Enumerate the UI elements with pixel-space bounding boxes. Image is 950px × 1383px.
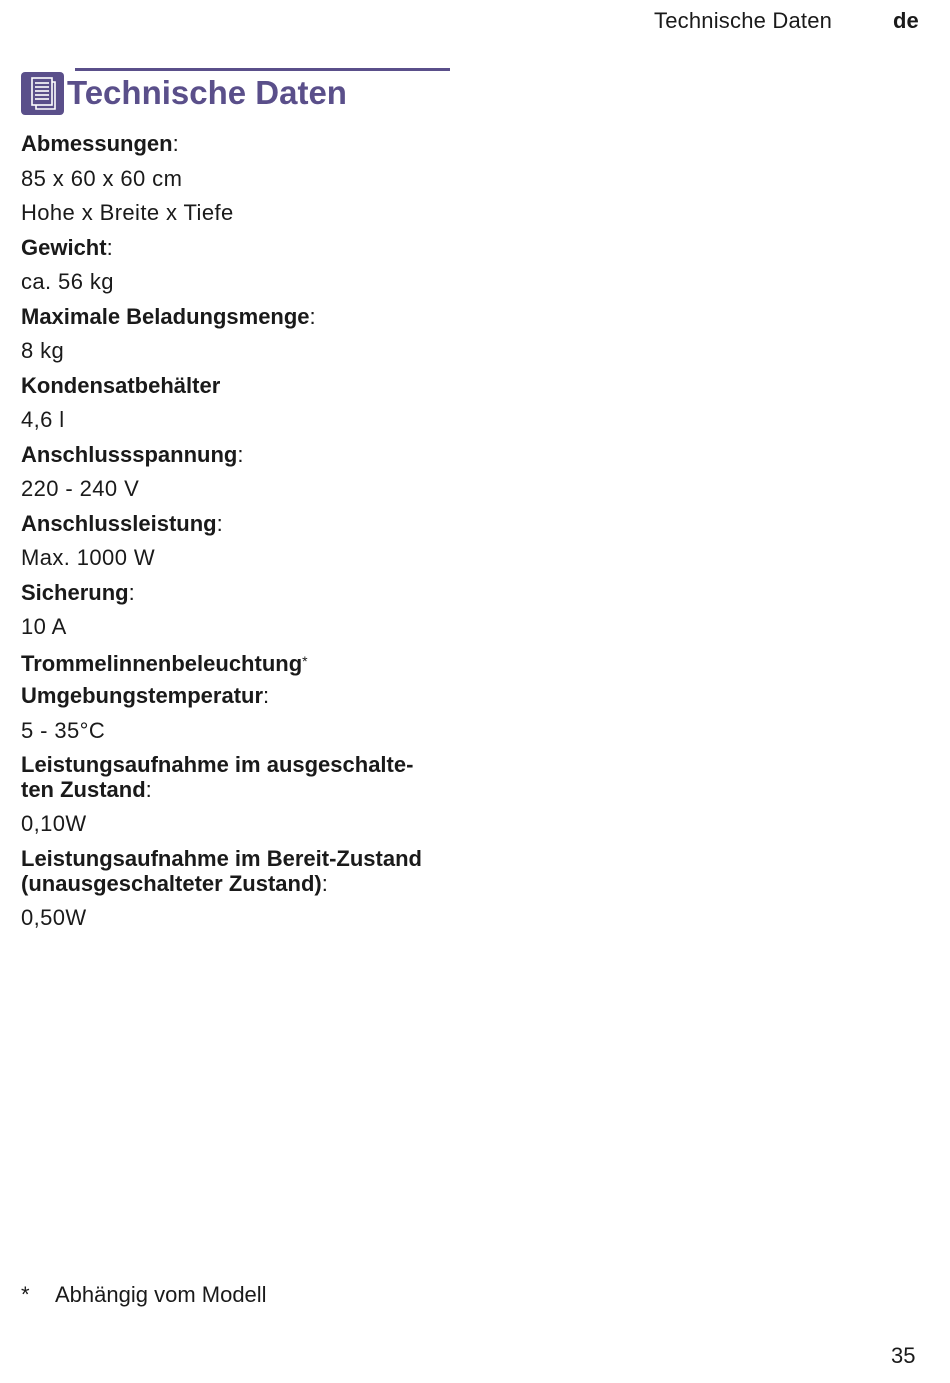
spec-label-gewicht: Gewicht: [21, 234, 113, 260]
spec-label-bereit: Leistungsaufnahme im Bereit-Zustand (unausgeschalteter Zustand): [21, 845, 422, 896]
running-header-title: Technische Daten [654, 8, 833, 33]
spec-label-beladung: Maximale Beladungsmenge: [21, 303, 316, 329]
spec-value-temperatur: 5 - 35°C [21, 717, 106, 743]
footnote-marker: * [302, 652, 308, 669]
title-rule [75, 68, 450, 71]
spec-label-beleuchtung: Trommelinnenbeleuchtung* [21, 650, 308, 676]
spec-value-aus: 0,10W [21, 811, 87, 836]
spec-value-beladung: 8 kg [21, 338, 65, 363]
spec-label-abmessungen: Abmessungen: [21, 131, 179, 156]
spec-value-leistung: Max. 1000 W [21, 545, 156, 570]
spec-label-temperatur: Umgebungstemperatur: [21, 683, 270, 708]
spec-list [21, 131, 461, 939]
spec-label-kondensat: Kondensatbehälter [21, 372, 221, 398]
spec-label-leistung: Anschlussleistung: [21, 510, 223, 536]
spec-label-sicherung: Sicherung: [21, 579, 135, 605]
spec-value-spannung: 220 - 240 V [21, 476, 140, 501]
spec-value-abmessungen-order: Hohe x Breite x Tiefe [21, 200, 234, 225]
spec-label-aus: Leistungsaufnahme im ausgeschalte- ten Zustand: [21, 752, 414, 802]
footnote: * Abhängig vom Modell [21, 1282, 267, 1307]
spec-value-gewicht: ca. 56 kg [21, 269, 114, 294]
spec-label-spannung: Anschlussspannung: [21, 441, 244, 467]
language-code: de [893, 8, 919, 33]
document-list-icon [21, 72, 64, 115]
spec-value-kondensat: 4,6 l [21, 407, 65, 432]
page-title: Technische Daten [67, 74, 347, 111]
spec-value-abmessungen: 85 x 60 x 60 cm [21, 165, 183, 191]
page-number: 35 [891, 1343, 916, 1368]
spec-value-sicherung: 10 A [21, 614, 67, 639]
spec-value-bereit: 0,50W [21, 904, 87, 930]
